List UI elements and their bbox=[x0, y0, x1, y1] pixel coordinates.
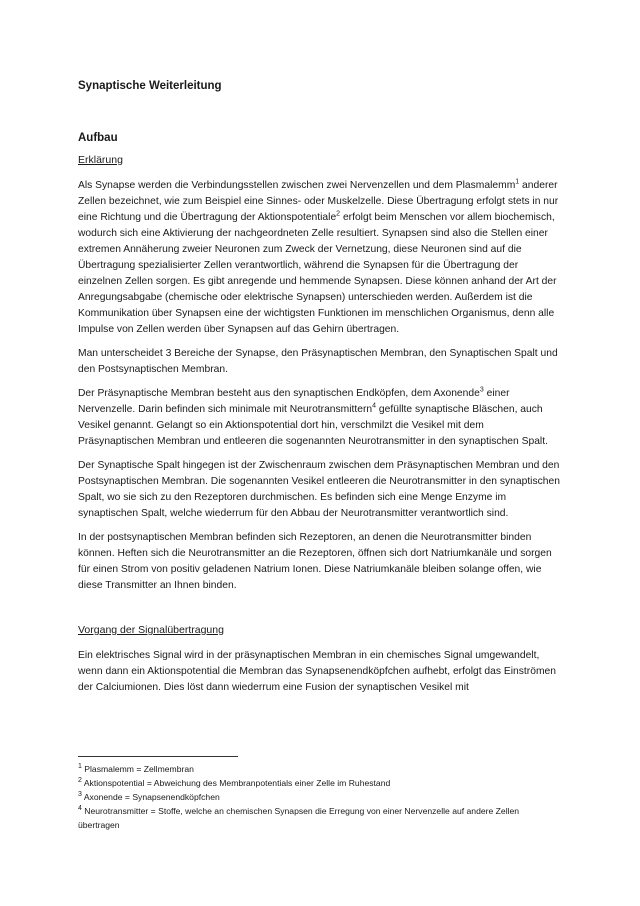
p3-text-a: Der Präsynaptische Membran besteht aus den synaptischen Endköpfen, dem Axonende bbox=[78, 388, 480, 399]
section-heading-aufbau: Aufbau bbox=[78, 132, 118, 144]
footnote-ref-2: 2 bbox=[336, 210, 341, 218]
paragraph-6: Ein elektrisches Signal wird in der präsynaptischen Membran in ein chemisches Signal umgewandelt, wenn dann ein Aktionspotential die Membran das Synapsenendköpfchen aufhebt, erfolgt das Einströmen der Calciumionen. Dies löst dann wiederrum eine Fusion der synaptischen Vesikel mit bbox=[78, 650, 556, 693]
footnote-2 bbox=[78, 776, 558, 790]
footnote-3 bbox=[78, 790, 558, 804]
p1-text-a: Als Synapse werden die Verbindungsstellen zwischen zwei Nervenzellen und dem Plasmalemm bbox=[78, 180, 516, 191]
subsection-heading-signaluebertragung: Vorgang der Signalübertragung bbox=[78, 624, 224, 636]
p1-text-b: anderer Zellen bezeichnet, wie zum Beispiel eine Sinnes- oder Muskelzelle. Diese Übertragung erfolgt stets in nur eine Richtung und die Übertragung der Aktionspotentiale bbox=[78, 180, 559, 223]
p3-text-b: einer Nervenzelle. Darin befinden sich minimale mit Neurotransmittern bbox=[78, 388, 510, 415]
p3-text-c: gefüllte synaptische Bläschen, auch Vesikel genannt. Gelangt so ein Aktionspotential dort hin, verschmilzt die Vesikel mit dem Präsynaptischen Membran und entleeren die sogenannten Neurotransmitter in den synaptischen Spalt. bbox=[78, 404, 548, 447]
footnote-ref-3: 3 bbox=[479, 386, 484, 394]
p1-text-c: erfolgt beim Menschen vor allem biochemisch, wodurch sich eine Aktivierung der nachgeordneten Zelle resultiert. Synapsen sind also die Stellen einer extremen Annäherung zweier Neuronen zum Zweck der Vernetzung, diese Neuronen sind auf die Übertragung spezialisierter Zellen verantwortlich, während die Synapsen für die Übertragung der einzelnen Zellen sorgen. Es gibt anregende und hemmende Synapsen. Diese können anhand der Art der Anregungsabgabe (chemische oder elektrische Synapsen) unterschieden werden. Außerdem ist die Kommunikation über Synapsen eine der wichtigsten Funktionen im menschlichen Organismus, denn alle Impulse von Zellen werden über Synapsen auf das Gehirn übertragen. bbox=[78, 212, 557, 335]
footnote-number: 3 bbox=[78, 791, 82, 799]
footnote-separator bbox=[78, 756, 238, 757]
footnotes bbox=[78, 762, 558, 832]
paragraph-3 bbox=[78, 386, 560, 450]
paragraph-5: In der postsynaptischen Membran befinden sich Rezeptoren, an denen die Neurotransmitter binden können. Heften sich die Neurotransmitter an die Rezeptoren, öffnen sich dort Natriumkanäle und sorgen für einen Strom von positiv geladenen Natrium Ionen. Diese Natriumkanäle bleiben solange offen, wie diese Transmitter an Ihnen binden. bbox=[78, 532, 552, 591]
footnote-number: 1 bbox=[78, 763, 82, 771]
footnote-number: 4 bbox=[78, 805, 82, 813]
footnote-ref-1: 1 bbox=[515, 178, 520, 186]
footnote-4 bbox=[78, 804, 558, 832]
footnote-text: Plasmalemm = Zellmembran bbox=[81, 764, 194, 774]
paragraph-1 bbox=[78, 178, 560, 338]
footnote-number: 2 bbox=[78, 777, 82, 785]
footnote-text: Aktionspotential = Abweichung des Membranpotentials einer Zelle im Ruhestand bbox=[81, 778, 391, 788]
footnote-1 bbox=[78, 762, 558, 776]
paragraph-4: Der Synaptische Spalt hingegen ist der Zwischenraum zwischen dem Präsynaptischen Membran und den Postsynaptischen Membran. Die sogenannten Vesikel entleeren die Neurotransmitter in den synaptischen Spalt, wo sie sich zu den Rezeptoren durchmischen. Es befinden sich eine Menge Enzyme im synaptischen Spalt, welche wiederrum für den Abbau der Neurotransmitter verantwortlich sind. bbox=[78, 460, 560, 519]
subsection-heading-erklaerung: Erklärung bbox=[78, 154, 123, 166]
footnote-text: Axonende = Synapsenendköpfchen bbox=[81, 792, 220, 802]
footnote-text: Neurotransmitter = Stoffe, welche an chemischen Synapsen die Erregung von einer Nervenzelle auf andere Zellen übertragen bbox=[78, 806, 520, 830]
paragraph-2: Man unterscheidet 3 Bereiche der Synapse, den Präsynaptischen Membran, den Synaptischen Spalt und den Postsynaptischen Membran. bbox=[78, 348, 558, 375]
document-title: Synaptische Weiterleitung bbox=[78, 80, 222, 92]
footnote-ref-4: 4 bbox=[372, 402, 377, 410]
